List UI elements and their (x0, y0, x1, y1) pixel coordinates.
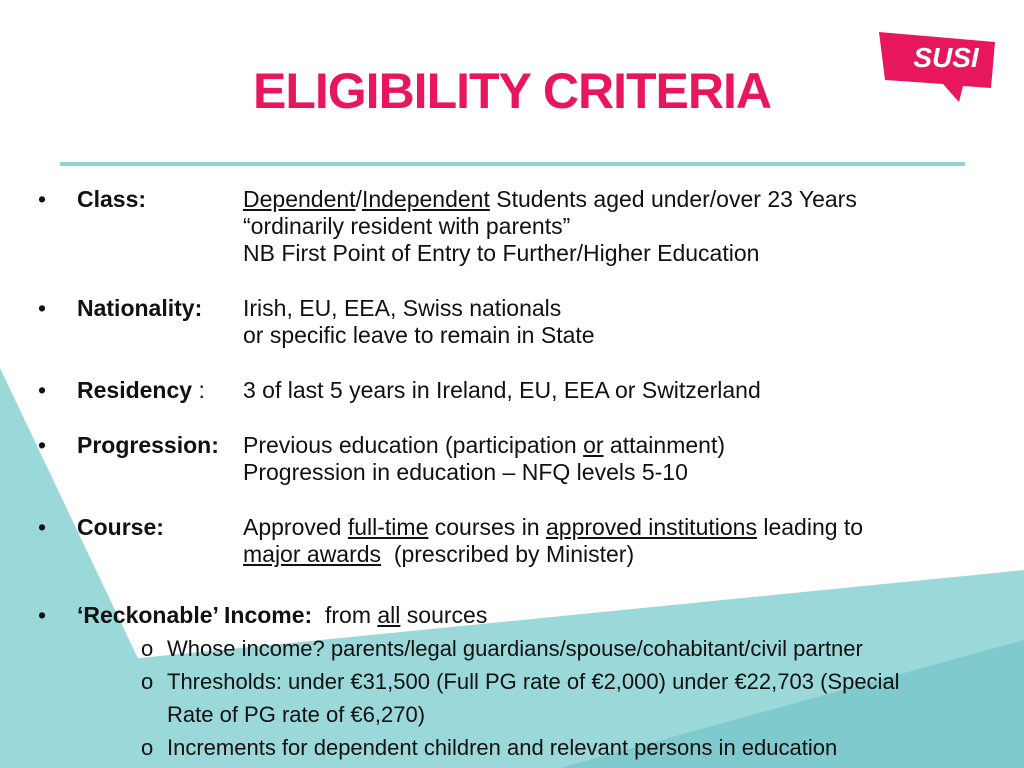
bullet: • (38, 186, 47, 212)
text-fragment: courses in (428, 514, 546, 540)
text-fragment: from (312, 602, 378, 628)
description-line: “ordinarily resident with parents” (243, 213, 571, 239)
underlined-term: major awards (243, 541, 382, 567)
underlined-term: full-time (347, 514, 429, 540)
description-line (243, 514, 863, 541)
text-fragment: leading to (756, 514, 864, 540)
criterion-label: Course: (77, 514, 164, 540)
description-line: Progression in education – NFQ levels 5-10 (243, 459, 688, 485)
slide-title: ELIGIBILITY CRITERIA (253, 63, 771, 119)
sub-item-text: Rate of PG rate of €6,270) (167, 702, 426, 727)
criterion-description (243, 186, 857, 267)
logo-text: SUSI (913, 42, 979, 73)
bullet: • (38, 432, 47, 458)
underlined-term: approved institutions (545, 514, 757, 540)
underlined-term: all (377, 602, 401, 628)
description-line: Irish, EU, EEA, Swiss nationals (243, 295, 562, 321)
label-text: Residency (77, 377, 193, 403)
description-line (243, 186, 857, 213)
sub-bullet: o (141, 636, 154, 661)
label-suffix: : (192, 377, 205, 403)
text-fragment: sources (400, 602, 488, 628)
criterion-description (243, 514, 863, 568)
bullet: • (38, 377, 47, 403)
description-line: or specific leave to remain in State (243, 322, 595, 348)
text-fragment: Previous education (participation (243, 432, 584, 458)
text-fragment: attainment) (603, 432, 725, 458)
criterion-label: Progression: (77, 432, 219, 458)
description-line: 3 of last 5 years in Ireland, EU, EEA or Switzerland (243, 377, 761, 403)
sub-item-text: Thresholds: under €31,500 (Full PG rate of €2,000) under €22,703 (Special (167, 669, 900, 694)
text-fragment: / (355, 186, 362, 212)
text-fragment: Approved (243, 514, 348, 540)
criterion-label: Class: (77, 186, 147, 212)
underlined-term: or (583, 432, 604, 458)
title-divider (60, 162, 965, 166)
text-fragment: (prescribed by Minister) (381, 541, 635, 567)
bullet: • (38, 514, 47, 540)
criterion-description (243, 295, 595, 349)
description-line: NB First Point of Entry to Further/Higher Education (243, 240, 760, 266)
sub-item-text: Whose income? parents/legal guardians/spouse/cohabitant/civil partner (167, 636, 863, 661)
criterion-description (243, 377, 761, 404)
sub-bullet: o (141, 669, 154, 694)
label-text: ‘Reckonable’ Income: (77, 602, 313, 628)
bullet: • (38, 602, 47, 628)
description-line (243, 432, 725, 459)
underlined-term: Dependent (243, 186, 356, 212)
description-line (243, 541, 863, 568)
underlined-term: Independent (361, 186, 490, 212)
criterion-label (77, 602, 487, 629)
sub-item-text: Increments for dependent children and relevant persons in education (167, 735, 838, 760)
sub-bullet: o (141, 735, 154, 760)
criterion-label: Nationality: (77, 295, 203, 321)
bullet: • (38, 295, 47, 321)
criterion-label (77, 377, 205, 404)
criterion-description (243, 432, 725, 486)
text-fragment: Students aged under/over 23 Years (489, 186, 857, 212)
